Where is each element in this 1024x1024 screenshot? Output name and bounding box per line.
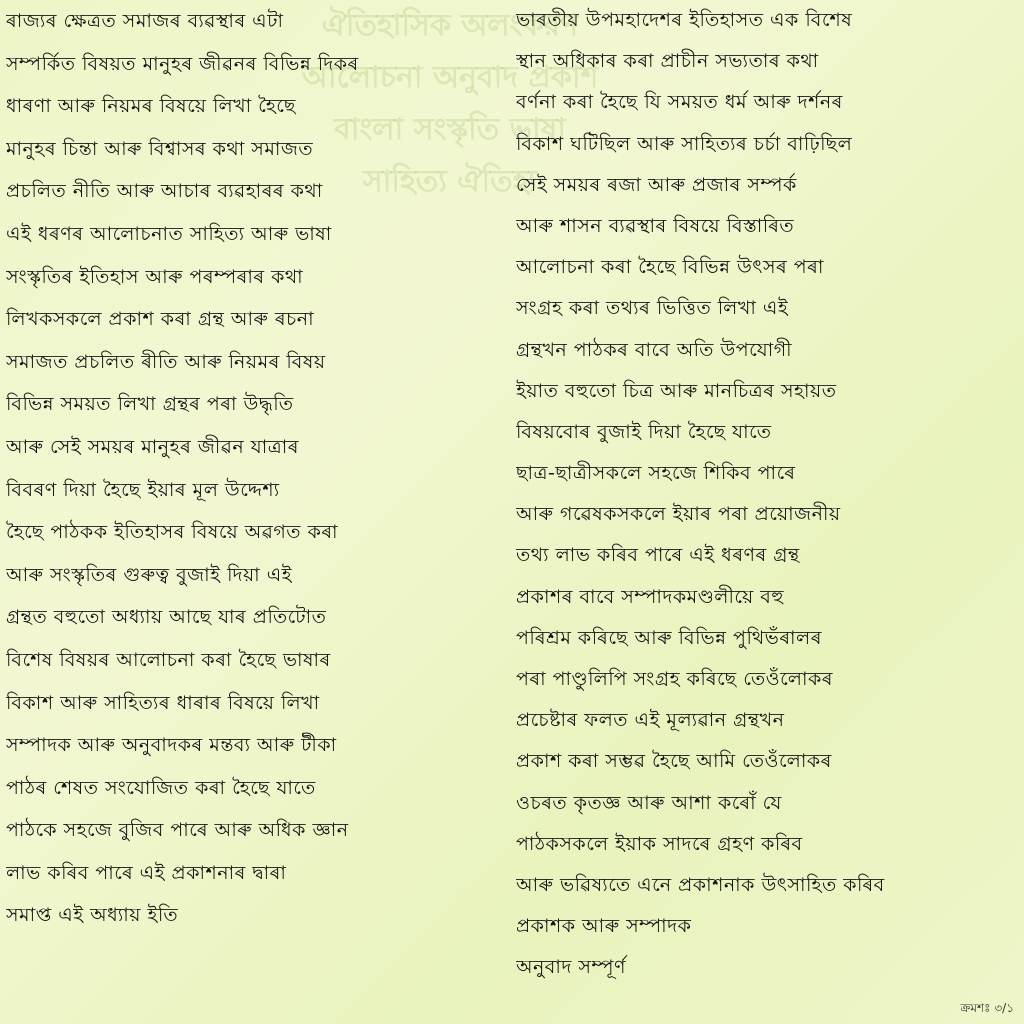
left-text-column [6, 0, 496, 937]
text-line: ৰাজ্যৰ ক্ষেত্ৰত সমাজৰ ব্যৱস্থাৰ এটা [6, 10, 284, 32]
text-line: প্ৰচেষ্টাৰ ফলত এই মূল্যৱান গ্ৰন্থখন [516, 709, 785, 732]
text-line: সমাপ্ত এই অধ্যায় ইতি [6, 904, 179, 927]
text-line: পৰিশ্ৰম কৰিছে আৰু বিভিন্ন পুথিভঁৰালৰ [516, 626, 822, 649]
text-line: বিষয়বোৰ বুজাই দিয়া হৈছে যাতে [516, 420, 772, 443]
text-line: বৰ্ণনা কৰা হৈছে যি সময়ত ধৰ্ম আৰু দৰ্শনৰ [516, 91, 843, 114]
text-line: হৈছে পাঠকক ইতিহাসৰ বিষয়ে অৱগত কৰা [6, 521, 339, 544]
text-line: প্ৰচলিত নীতি আৰু আচাৰ ব্যৱহাৰৰ কথা [6, 180, 323, 203]
text-line: ধাৰণা আৰু নিয়মৰ বিষয়ে লিখা হৈছে [6, 95, 296, 118]
text-line: আৰু ভৱিষ্যতে এনে প্ৰকাশনাক উৎসাহিত কৰিব [516, 873, 885, 896]
text-line: পাঠকে সহজে বুজিব পাৰে আৰু অধিক জ্ঞান [6, 819, 349, 842]
text-line: আৰু সংস্কৃতিৰ গুৰুত্ব বুজাই দিয়া এই [6, 563, 293, 586]
text-line: বিকাশ ঘটিছিল আৰু সাহিত্যৰ চৰ্চা বাঢ়িছিল [516, 132, 853, 155]
text-line: আলোচনা কৰা হৈছে বিভিন্ন উৎসৰ পৰা [516, 256, 824, 279]
text-line: এই ধৰণৰ আলোচনাত সাহিত্য আৰু ভাষা [6, 222, 332, 245]
text-line: পাঠকসকলে ইয়াক সাদৰে গ্ৰহণ কৰিব [516, 832, 803, 855]
text-line: বিভিন্ন সময়ত লিখা গ্ৰন্থৰ পৰা উদ্ধৃতি [6, 393, 294, 416]
text-line: আৰু গৱেষকসকলে ইয়াৰ পৰা প্ৰয়োজনীয় [516, 503, 841, 526]
text-line: লিখকসকলে প্ৰকাশ কৰা গ্ৰন্থ আৰু ৰচনা [6, 308, 315, 331]
text-line: লাভ কৰিব পাৰে এই প্ৰকাশনাৰ দ্বাৰা [6, 861, 287, 884]
text-line: প্ৰকাশ কৰা সম্ভৱ হৈছে আমি তেওঁলোকৰ [516, 750, 832, 773]
text-line: তথ্য লাভ কৰিব পাৰে এই ধৰণৰ গ্ৰন্থ [516, 544, 800, 567]
text-line: পাঠৰ শেষত সংযোজিত কৰা হৈছে যাতে [6, 776, 316, 799]
text-line: পৰা পাণ্ডুলিপি সংগ্ৰহ কৰিছে তেওঁলোকৰ [516, 668, 833, 690]
text-line: সম্পৰ্কিত বিষয়ত মানুহৰ জীৱনৰ বিভিন্ন দিকৰ [6, 52, 359, 75]
text-line: ছাত্ৰ-ছাত্ৰীসকলে সহজে শিকিব পাৰে [516, 462, 796, 485]
text-line: আৰু সেই সময়ৰ মানুহৰ জীৱন যাত্ৰাৰ [6, 435, 299, 458]
text-line: বিশেষ বিষয়ৰ আলোচনা কৰা হৈছে ভাষাৰ [6, 648, 331, 671]
text-line: সম্পাদক আৰু অনুবাদকৰ মন্তব্য আৰু টীকা [6, 734, 337, 757]
text-line: গ্ৰন্থত বহুতো অধ্যায় আছে যাৰ প্ৰতিটোত [6, 606, 327, 629]
text-line: মানুহৰ চিন্তা আৰু বিশ্বাসৰ কথা সমাজত [6, 137, 314, 160]
background-watermark: ঐতিহাসিক অলংকরণ আলোচনা অনুবাদ প্রকাশ বাংলা সংস্কৃতি ভাষা সাহিত্য ঐতিহ্য [301, 8, 599, 199]
right-text-column [516, 0, 1014, 989]
text-line: আৰু শাসন ব্যৱস্থাৰ বিষয়ে বিস্তাৰিত [516, 214, 795, 237]
text-line: ইয়াত বহুতো চিত্ৰ আৰু মানচিত্ৰৰ সহায়ত [516, 379, 837, 402]
text-line: সংস্কৃতিৰ ইতিহাস আৰু পৰম্পৰাৰ কথা [6, 265, 304, 288]
text-line: প্ৰকাশৰ বাবে সম্পাদকমণ্ডলীয়ে বহু [516, 585, 784, 608]
text-line: অনুবাদ সম্পূৰ্ণ [516, 956, 626, 979]
text-line: গ্ৰন্থখন পাঠকৰ বাবে অতি উপযোগী [516, 338, 793, 361]
footer-caption: ক্ৰমশঃ ৩/১ [960, 1001, 1014, 1015]
text-line: বিবৰণ দিয়া হৈছে ইয়াৰ মূল উদ্দেশ্য [6, 478, 280, 501]
text-line: সমাজত প্ৰচলিত ৰীতি আৰু নিয়মৰ বিষয় [6, 350, 326, 373]
text-line: সংগ্ৰহ কৰা তথ্যৰ ভিত্তিত লিখা এই [516, 297, 789, 320]
text-line: ভাৰতীয় উপমহাদেশৰ ইতিহাসত এক বিশেষ [516, 9, 853, 31]
text-line: ওচৰত কৃতজ্ঞ আৰু আশা কৰোঁ যে [516, 791, 782, 814]
text-line: স্থান অধিকাৰ কৰা প্ৰাচীন সভ্যতাৰ কথা [516, 50, 819, 73]
text-line: বিকাশ আৰু সাহিত্যৰ ধাৰাৰ বিষয়ে লিখা [6, 691, 320, 714]
text-line: প্ৰকাশক আৰু সম্পাদক [516, 915, 692, 938]
text-line: সেই সময়ৰ ৰজা আৰু প্ৰজাৰ সম্পৰ্ক [516, 173, 797, 196]
